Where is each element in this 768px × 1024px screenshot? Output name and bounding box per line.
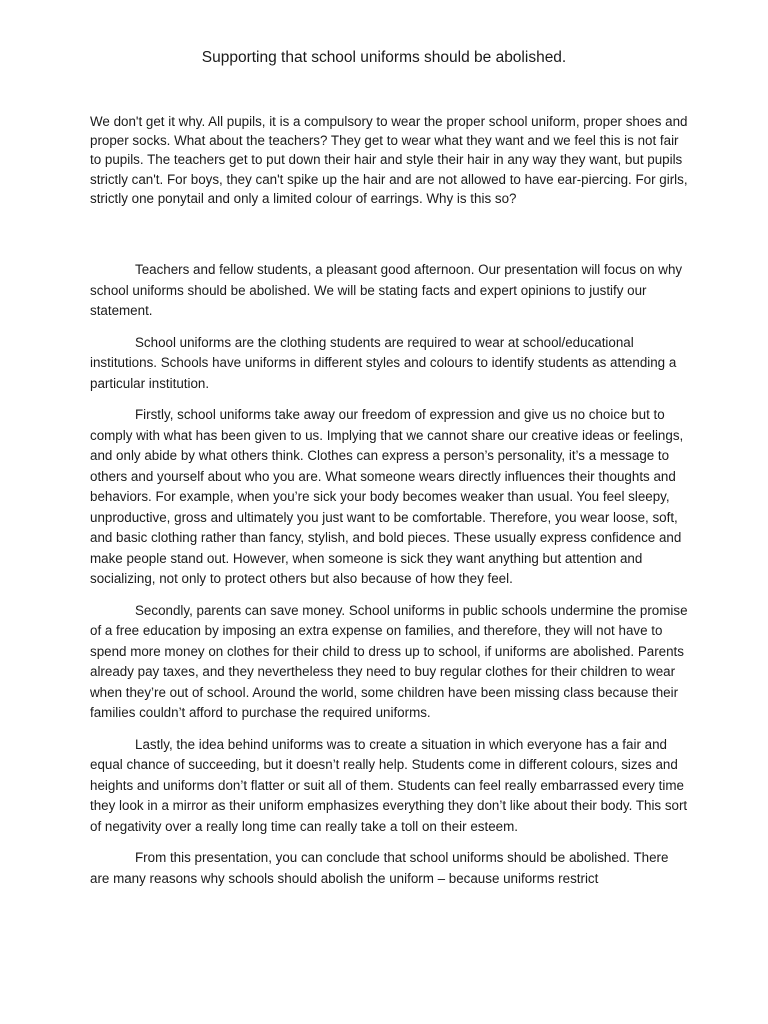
intro-paragraph: We don't get it why. All pupils, it is a compulsory to wear the proper school uniform, proper shoes and proper socks. What about the teachers? They get to wear what they want and we feel this is not fair to pupils. The teachers get to put down their hair and style their hair in any way they want, but pupils strictly can't. For boys, they can't spike up the hair and are not allowed to have ear-piercing. For girls, strictly one ponytail and only a limited colour of earrings. Why is this so?	[90, 114, 688, 206]
body-text	[90, 260, 690, 900]
paragraph-secondly: Secondly, parents can save money. School uniforms in public schools undermine the promise of a free education by imposing an extra expense on families, and therefore, they will not have to spend more money on clothes for their child to dress up to school, if uniforms are abolished. Parents already pay taxes, and they nevertheless they need to buy regular clothes for their children to wear when they’re out of school. Around the world, some children have been missing class because their families couldn’t afford to purchase the required uniforms.	[90, 602, 688, 720]
paragraph-firstly: Firstly, school uniforms take away our freedom of expression and give us no choice but to comply with what has been given to us. Implying that we cannot share our creative ideas or feelings, and only abide by what others think. Clothes can express a person’s personality, it’s a message to others and yourself about who you are. What someone wears directly influences their thoughts and behaviors. For example, when you’re sick your body becomes weaker than usual. You feel sleepy, unproductive, gross and ultimately you just want to be comfortable. Therefore, you wear loose, soft, and basic clothing rather than fancy, stylish, and bold pieces. These usually express confidence and make people stand out. However, when someone is sick they want anything but attention and socializing, not only to protect others but also because of how they feel.	[90, 407, 684, 586]
paragraph-conclusion: From this presentation, you can conclude that school uniforms should be abolished. There are many reasons why schools should abolish the uniform – because uniforms restrict	[90, 850, 669, 886]
paragraph-lastly: Lastly, the idea behind uniforms was to create a situation in which everyone has a fair and equal chance of succeeding, but it doesn’t really help. Students come in different colours, sizes and heights and uniforms don’t flatter or suit all of them. Students can feel really embarrassed every time they look in a mirror as their uniform emphasizes everything they don’t like about their body. This sort of negativity over a really long time can really take a toll on their esteem.	[90, 736, 688, 834]
paragraph-definition: School uniforms are the clothing students are required to wear at school/educational institutions. Schools have uniforms in different styles and colours to identify students as attending a particular institution.	[90, 334, 677, 391]
paragraph-greeting: Teachers and fellow students, a pleasant good afternoon. Our presentation will focus on why school uniforms should be abolished. We will be stating facts and expert opinions to justify our statement.	[90, 262, 683, 318]
document-title: Supporting that school uniforms should be abolished.	[201, 49, 567, 66]
